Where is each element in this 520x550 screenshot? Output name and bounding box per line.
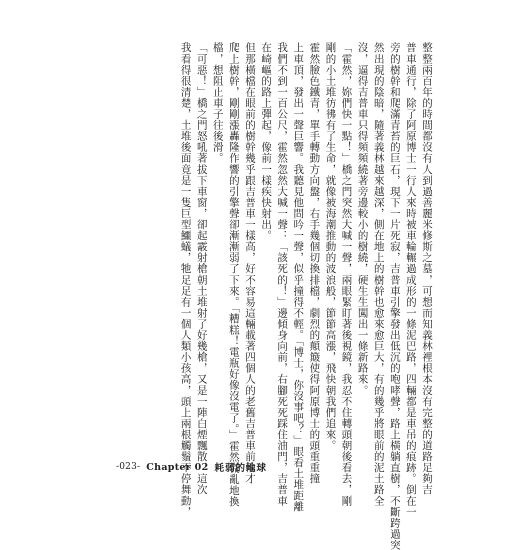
page-footer [116,460,267,474]
text-column-5: 沒，逼得吉普車只得頻頻繞著旁邊較小的樹繞，硬生生闖出一條新路來。 [356,42,369,396]
text-column-11: 在崎嶇的路上彈起，像前一樣疾快射出。 [260,42,273,241]
text-column-1: 整整兩百年的時間都沒有人到過善麗米修斯之墓，可想而知義林裡根本沒有完整的道路足夠吉 [421,42,433,496]
text-column-15: 「可惡！」橋之門怒吼著拔下車窗，卻起霰射槍朝土堆射了好幾槍，又是一陣白煙飄散，這次 [195,42,208,496]
text-column-8: 霍然臉色鐵青，單手轉動方向盤，右手幾個切換排檔，劇烈的顛簸使得阿原博士的頭重重撞 [308,42,321,484]
text-column-3: 旁的樹幹和爬滿青苔的巨石，現下一片死寂，吉普車引擎發出低沉的咆哮聲，路上橫躺直樹，不斷跨過突 [388,42,401,550]
text-column-2: 普車通行，除了阿原博士一行人來時被車輪輾過成形的一條泥巴路，四輛都是車吊的痕跡。倒在一 [404,42,417,518]
text-column-14: 檔，想阻止車子往後滑。 [211,42,224,164]
chapter-label: Chapter 02 [146,461,209,473]
text-column-7: 剛的小土堆彷彿有了生命，就像被海潮推動的波浪般，節節高漲，飛快朝我們追來。 [324,42,337,451]
text-column-6: 「霍然，妳們快一點！」橋之門突然大喊一聲，兩眼緊盯著後視鏡，我忍不住轉頭朝後看去，剛 [340,42,353,507]
text-column-13: 爬上樹幹，剛剛漲轟隆作響的引擎聲卻漸漸弱了下來。「糟糕！電瓶好像沒電了。」霍然慌亂地換 [227,42,240,507]
text-column-4: 然出現的陰暗，隨著義林越來越深，側在地上的樹幹也愈來愈巨大，有的幾乎將眼前的泥土路全 [372,42,385,507]
text-column-16: 我看得很清楚，土堆後面竟是一隻巨型鱷蟻，牠足足有一個人類小孩高，頭上兩根觸鬚不停舞動， [179,42,192,518]
page-number: -023- [116,462,141,472]
text-column-10: 我們不到一百公尺，霍然忽然大喊一聲：「該死的！」邊傾身向前，右腳死死踩住油門，吉普車 [276,42,289,507]
text-column-9: 上車頂，發出一聲巨響。我聽見他問吟一聲，似乎撞得不輕。「博士，你沒事吧？」眼看土堆距離 [292,42,305,512]
chapter-title: 耗弱的地球 [214,463,268,474]
text-column-12: 但那橫檔在眼前的樹幹幾乎跟吉普車一樣高，好不容易這輛載著四個人的老舊吉普車前輪才 [243,42,256,484]
